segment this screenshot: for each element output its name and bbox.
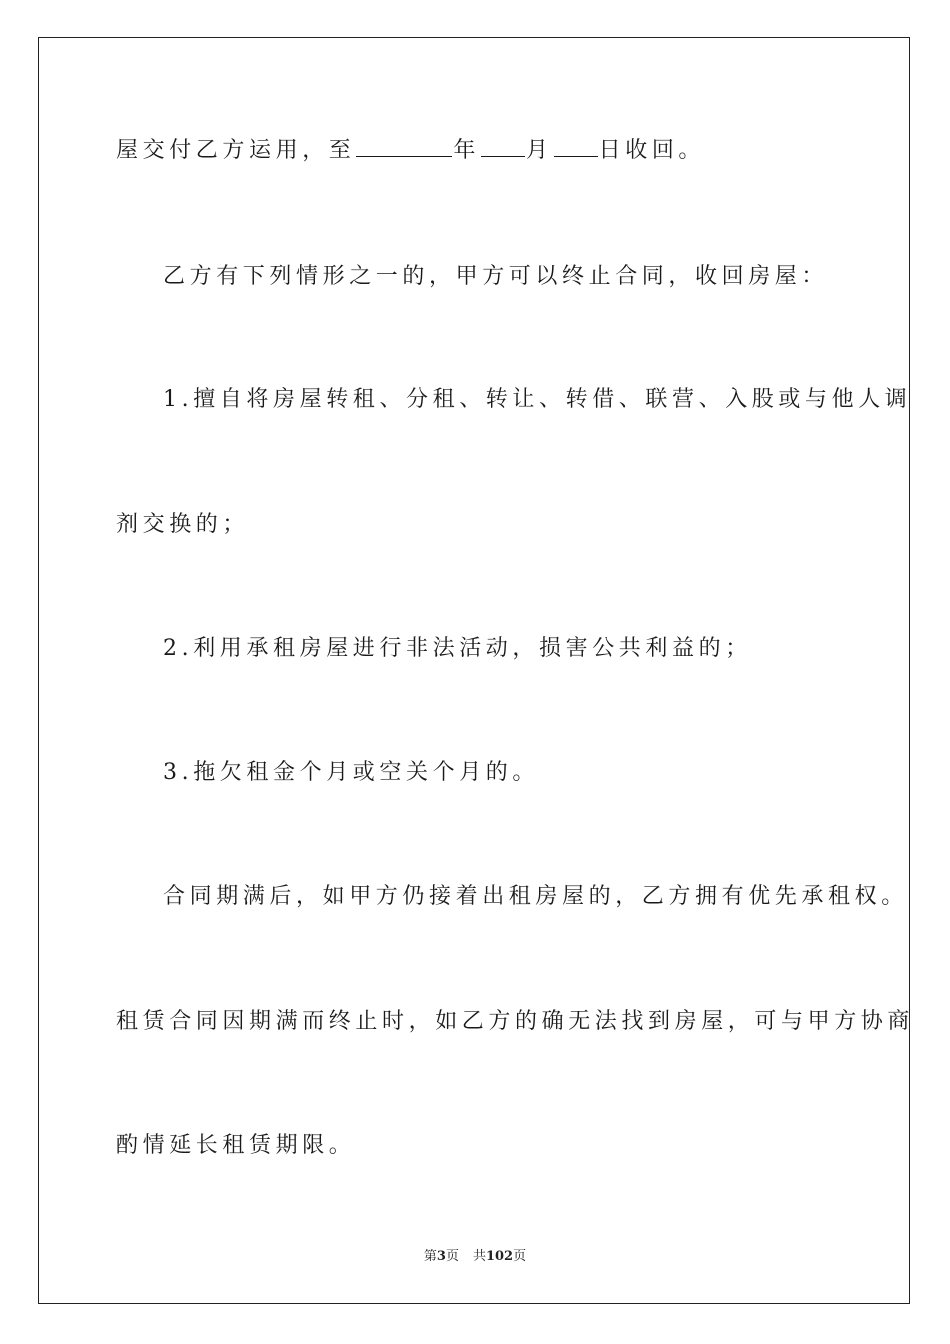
month-label: 月 — [526, 138, 553, 163]
condition-item-1-continued: 剂交换的； — [116, 512, 250, 537]
page-footer — [0, 1248, 950, 1266]
condition-item-2: 2.利用承租房屋进行非法活动，损害公共利益的； — [163, 636, 752, 661]
paragraph-return-date — [116, 136, 705, 166]
condition-item-3: 3.拖欠租金个月或空关个月的。 — [163, 760, 539, 785]
page-number: 3 — [436, 1249, 446, 1264]
page-prefix: 第 — [423, 1249, 437, 1264]
total-suffix: 页 — [513, 1249, 527, 1264]
return-date-suffix: 日收回。 — [598, 138, 706, 163]
page-border — [38, 37, 910, 1304]
extension-paragraph-continued: 酌情延长租赁期限。 — [116, 1133, 356, 1158]
month-blank — [481, 136, 525, 157]
return-date-prefix: 屋交付乙方运用，至 — [116, 138, 356, 163]
page-suffix: 页 — [445, 1249, 459, 1264]
total-prefix: 共 — [472, 1249, 486, 1264]
priority-lease-paragraph: 合同期满后，如甲方仍接着出租房屋的，乙方拥有优先承租权。 — [163, 884, 908, 909]
termination-conditions-intro: 乙方有下列情形之一的，甲方可以终止合同，收回房屋： — [163, 264, 829, 289]
day-blank — [554, 136, 598, 157]
year-label: 年 — [453, 138, 481, 163]
extension-paragraph: 租赁合同因期满而终止时，如乙方的确无法找到房屋，可与甲方协商 — [116, 1009, 915, 1034]
condition-item-1: 1.擅自将房屋转租、分租、转让、转借、联营、入股或与他人调 — [163, 387, 912, 412]
year-blank — [356, 136, 452, 157]
total-pages: 102 — [485, 1249, 514, 1264]
